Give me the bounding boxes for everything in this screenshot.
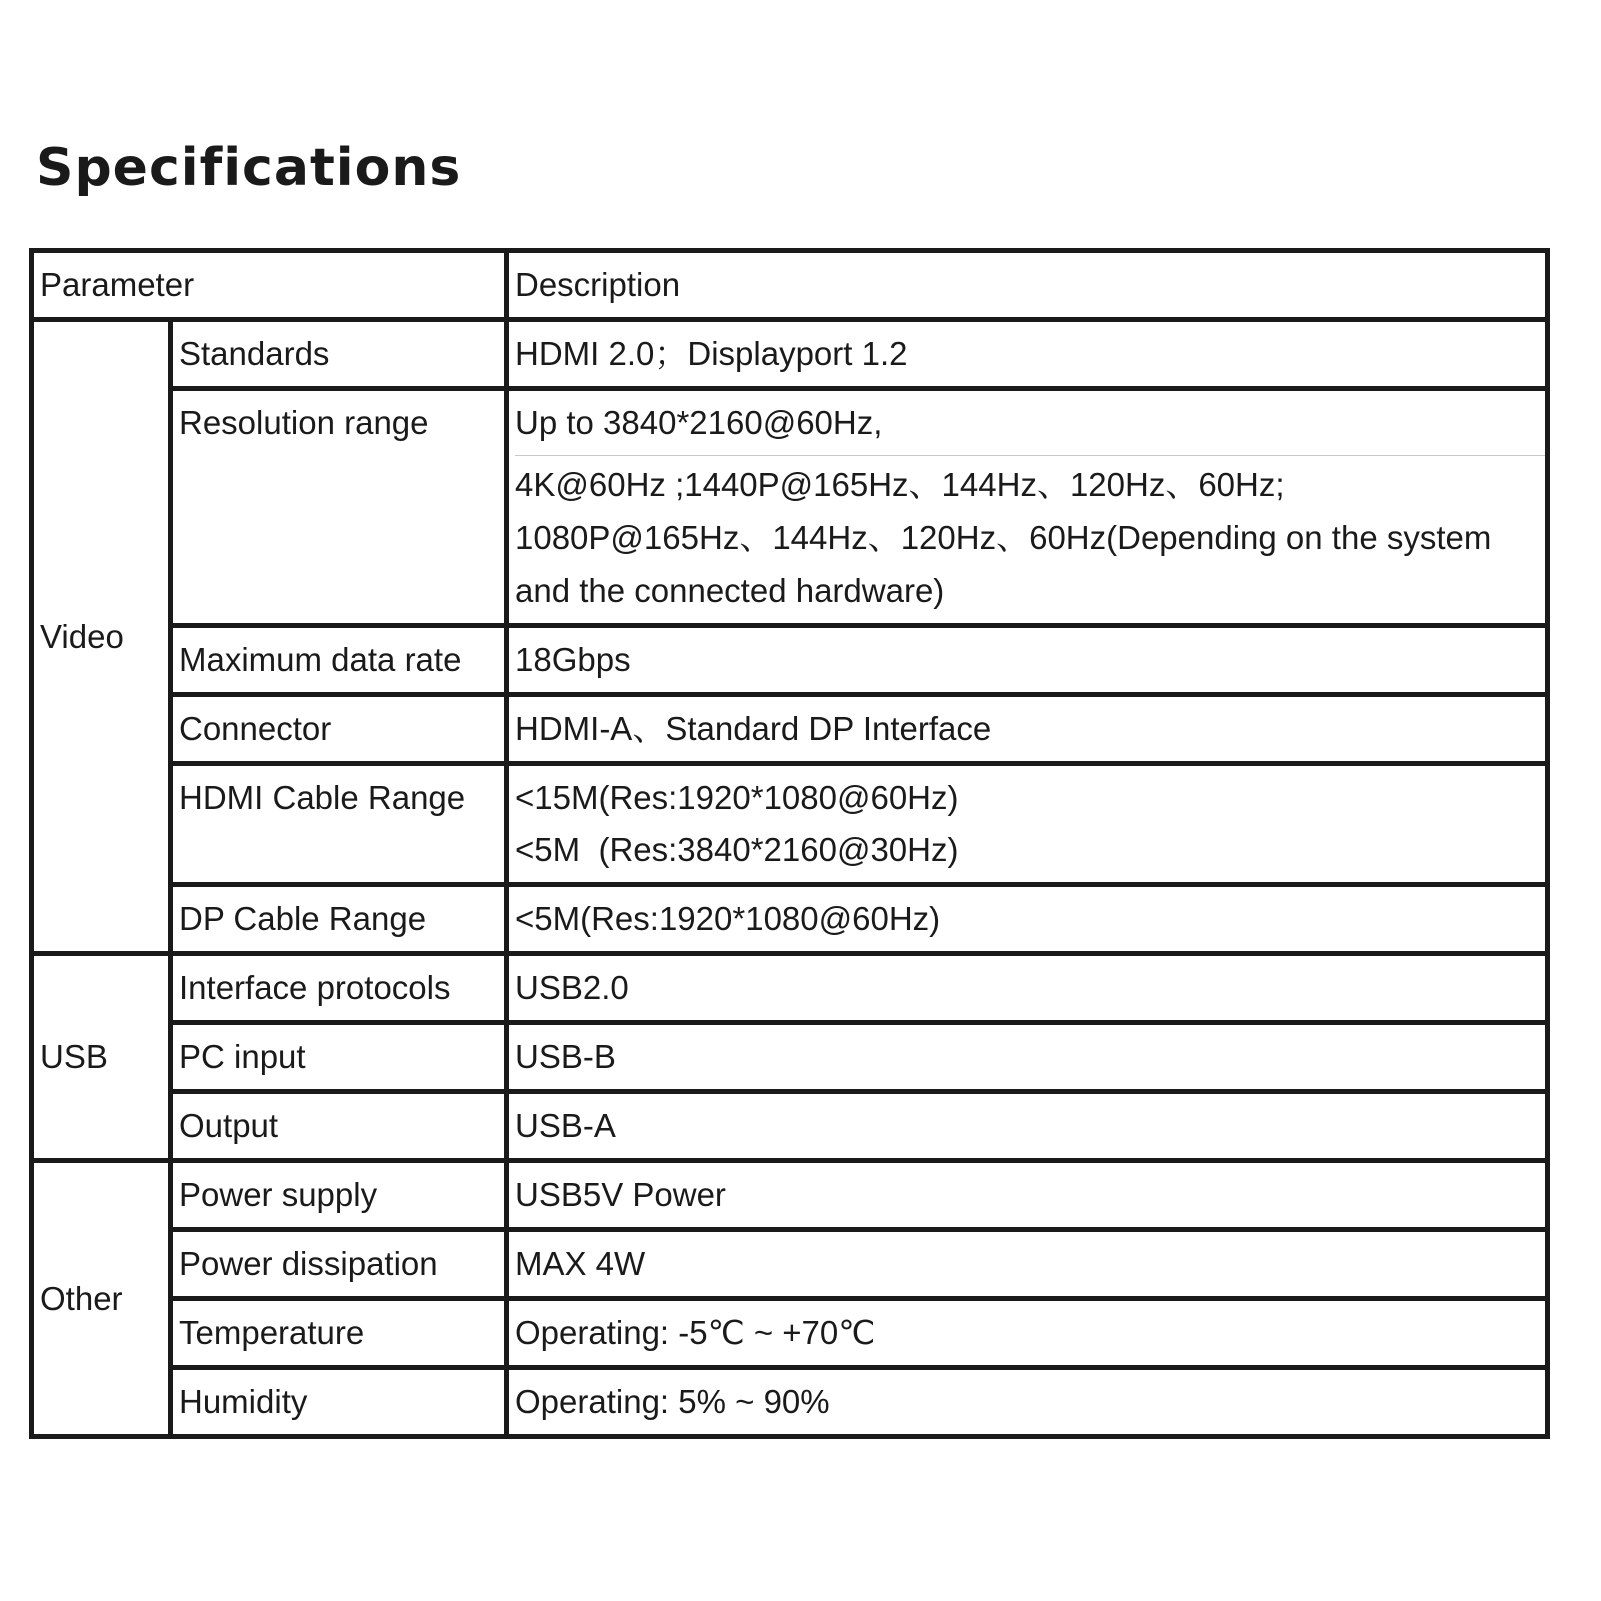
desc-resolution-line1: Up to 3840*2160@60Hz, — [515, 397, 1545, 456]
desc-resolution-range — [507, 389, 1548, 626]
table-row — [32, 1299, 1548, 1368]
desc-temperature: Operating: -5℃ ~ +70℃ — [507, 1299, 1548, 1368]
table-row — [32, 389, 1548, 626]
table-row — [32, 1368, 1548, 1437]
desc-hdmi-line1: <15M(Res:1920*1080@60Hz) — [515, 779, 959, 816]
table-row — [32, 885, 1548, 954]
param-output: Output — [171, 1092, 507, 1161]
table-row — [32, 1230, 1548, 1299]
param-maximum-data-rate: Maximum data rate — [171, 626, 507, 695]
desc-power-dissipation: MAX 4W — [507, 1230, 1548, 1299]
desc-standards: HDMI 2.0；Displayport 1.2 — [507, 320, 1548, 389]
desc-power-supply: USB5V Power — [507, 1161, 1548, 1230]
param-power-dissipation: Power dissipation — [171, 1230, 507, 1299]
param-temperature: Temperature — [171, 1299, 507, 1368]
specifications-table — [29, 248, 1550, 1439]
desc-maximum-data-rate: 18Gbps — [507, 626, 1548, 695]
param-interface-protocols: Interface protocols — [171, 954, 507, 1023]
table-row — [32, 1092, 1548, 1161]
param-power-supply: Power supply — [171, 1161, 507, 1230]
table-row — [32, 1023, 1548, 1092]
param-hdmi-cable-range: HDMI Cable Range — [171, 764, 507, 885]
group-video: Video — [32, 320, 171, 954]
table-row — [32, 626, 1548, 695]
desc-dp-cable-range: <5M(Res:1920*1080@60Hz) — [507, 885, 1548, 954]
param-dp-cable-range: DP Cable Range — [171, 885, 507, 954]
table-row — [32, 954, 1548, 1023]
page-title: Specifications — [36, 138, 462, 198]
desc-output: USB-A — [507, 1092, 1548, 1161]
table-row — [32, 1161, 1548, 1230]
table-row — [32, 695, 1548, 764]
desc-connector: HDMI-A、Standard DP Interface — [507, 695, 1548, 764]
param-humidity: Humidity — [171, 1368, 507, 1437]
param-standards: Standards — [171, 320, 507, 389]
table-row — [32, 764, 1548, 885]
param-resolution-range: Resolution range — [171, 389, 507, 626]
desc-resolution-line2: 4K@60Hz ;1440P@165Hz、144Hz、120Hz、60Hz; 1080P@165Hz、144Hz、120Hz、60Hz(Depending on the system and the connected hardware) — [515, 466, 1492, 609]
param-pc-input: PC input — [171, 1023, 507, 1092]
desc-interface-protocols: USB2.0 — [507, 954, 1548, 1023]
header-description: Description — [507, 251, 1548, 320]
group-usb: USB — [32, 954, 171, 1161]
param-connector: Connector — [171, 695, 507, 764]
desc-pc-input: USB-B — [507, 1023, 1548, 1092]
desc-hdmi-cable-range — [507, 764, 1548, 885]
desc-humidity: Operating: 5% ~ 90% — [507, 1368, 1548, 1437]
table-header-row — [32, 251, 1548, 320]
group-other: Other — [32, 1161, 171, 1437]
header-parameter: Parameter — [32, 251, 507, 320]
desc-hdmi-line2: <5M (Res:3840*2160@30Hz) — [515, 831, 959, 868]
table-row — [32, 320, 1548, 389]
